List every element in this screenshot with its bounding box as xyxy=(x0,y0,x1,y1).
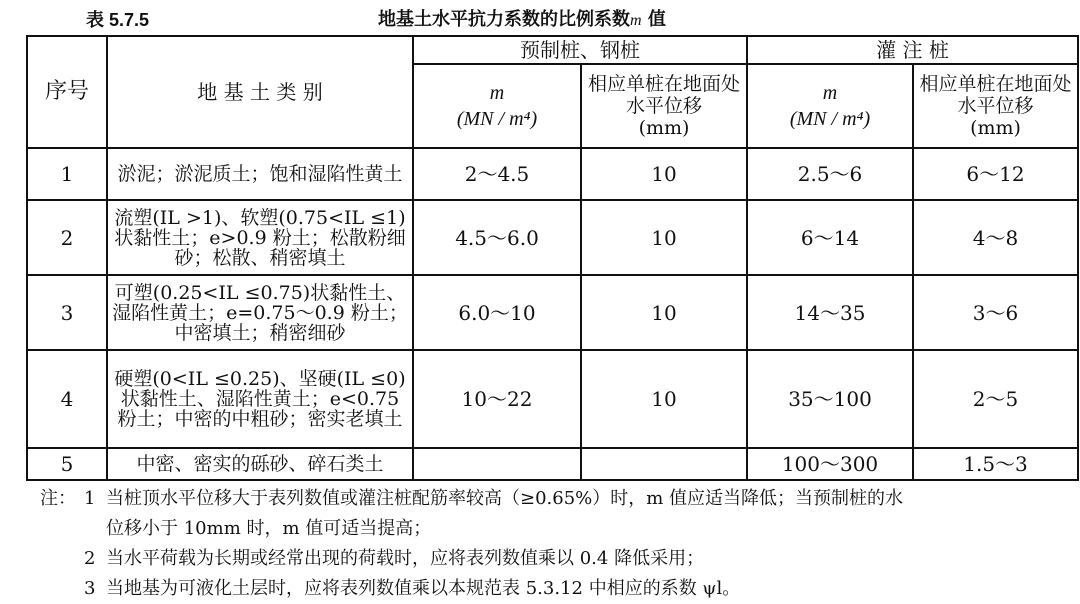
cell-m-cast: 6～14 xyxy=(747,200,913,275)
note-item xyxy=(40,544,1080,574)
cell-disp-cast: 3～6 xyxy=(913,275,1078,350)
cell-seq: 4 xyxy=(27,350,107,448)
title-suffix: 值 xyxy=(647,9,666,30)
cell-disp-precast: 10 xyxy=(581,275,747,350)
note-number: 3 xyxy=(84,578,96,599)
cell-m-precast: 10～22 xyxy=(413,350,581,448)
cell-m-precast xyxy=(413,448,581,480)
notes-label: 注： xyxy=(40,488,76,509)
m-unit: (MN / m⁴) xyxy=(789,108,871,130)
cell-m-precast: 2～4.5 xyxy=(413,148,581,200)
table-row xyxy=(27,200,1078,275)
cell-seq: 3 xyxy=(27,275,107,350)
m-symbol: m xyxy=(489,82,505,104)
header-disp-precast xyxy=(581,64,747,148)
cell-disp-precast: 10 xyxy=(581,350,747,448)
header-m-precast xyxy=(413,64,581,148)
cell-soil: 流塑(IL >1)、软塑(0.75<IL ≤1)状黏性土；e>0.9 粉土；松散粉细砂；松散、稍密填土 xyxy=(107,200,413,275)
disp-unit: (mm) xyxy=(970,117,1021,139)
header-seq: 序号 xyxy=(27,36,107,148)
m-symbol: m xyxy=(822,82,838,104)
cell-seq: 5 xyxy=(27,448,107,480)
disp-label: 相应单桩在地面处水平位移 xyxy=(587,73,740,117)
disp-unit: (mm) xyxy=(638,117,690,139)
table-row xyxy=(27,275,1078,350)
header-disp-cast xyxy=(913,64,1078,148)
note-text: 当桩顶水平位移大于表列数值或灌注桩配筋率较高（≥0.65%）时，m 值应适当降低；当预制桩的水 xyxy=(106,488,904,509)
note-text: 当水平荷载为长期或经常出现的荷载时，应将表列数值乘以 0.4 降低采用； xyxy=(106,548,705,569)
cell-m-precast: 6.0～10 xyxy=(413,275,581,350)
note-item xyxy=(40,484,1080,514)
cell-m-precast: 4.5～6.0 xyxy=(413,200,581,275)
header-group-precast: 预制桩、钢桩 xyxy=(413,36,747,64)
cell-disp-cast: 1.5～3 xyxy=(913,448,1078,480)
cell-m-cast: 14～35 xyxy=(747,275,913,350)
title-text: 地基土水平抗力系数的比例系数 xyxy=(378,9,630,30)
note-item xyxy=(40,574,1080,604)
cell-disp-cast: 4～8 xyxy=(913,200,1078,275)
header-row-1 xyxy=(27,36,1078,64)
cell-soil: 可塑(0.25<IL ≤0.75)状黏性土、湿陷性黄土；e=0.75～0.9 粉土；中密填土；稍密细砂 xyxy=(107,275,413,350)
cell-soil: 硬塑(0<IL ≤0.25)、坚硬(IL ≤0)状黏性土、湿陷性黄土；e<0.75 粉土；中密的中粗砂；密实老填土 xyxy=(107,350,413,448)
header-m-cast xyxy=(747,64,913,148)
title-symbol: m xyxy=(630,12,642,29)
note-number: 2 xyxy=(84,548,96,569)
cell-seq: 1 xyxy=(27,148,107,200)
cell-disp-precast: 10 xyxy=(581,148,747,200)
header-soil: 地 基 土 类 别 xyxy=(107,36,413,148)
table-title xyxy=(378,5,666,31)
cell-m-cast: 100～300 xyxy=(747,448,913,480)
cell-disp-precast: 10 xyxy=(581,200,747,275)
table-row xyxy=(27,350,1078,448)
cell-disp-cast: 2～5 xyxy=(913,350,1078,448)
table-number: 表 5.7.5 xyxy=(86,10,150,30)
note-number: 1 xyxy=(84,488,96,509)
cell-soil: 中密、密实的砾砂、碎石类土 xyxy=(107,448,413,480)
cell-seq: 2 xyxy=(27,200,107,275)
cell-m-cast: 2.5～6 xyxy=(747,148,913,200)
cell-soil: 淤泥；淤泥质土；饱和湿陷性黄土 xyxy=(107,148,413,200)
table-notes xyxy=(40,484,1080,604)
note-text: 当地基为可液化土层时，应将表列数值乘以本规范表 5.3.12 中相应的系数 ψl。 xyxy=(106,578,741,599)
table-row xyxy=(27,148,1078,200)
cell-disp-precast xyxy=(581,448,747,480)
header-group-cast: 灌 注 桩 xyxy=(747,36,1078,64)
cell-m-cast: 35～100 xyxy=(747,350,913,448)
note-continuation: 位移小于 10mm 时，m 值可适当提高； xyxy=(106,518,432,539)
disp-label: 相应单桩在地面处水平位移 xyxy=(919,73,1072,117)
cell-disp-cast: 6～12 xyxy=(913,148,1078,200)
coefficient-table xyxy=(26,35,1079,481)
table-row xyxy=(27,448,1078,480)
m-unit: (MN / m⁴) xyxy=(456,108,538,130)
